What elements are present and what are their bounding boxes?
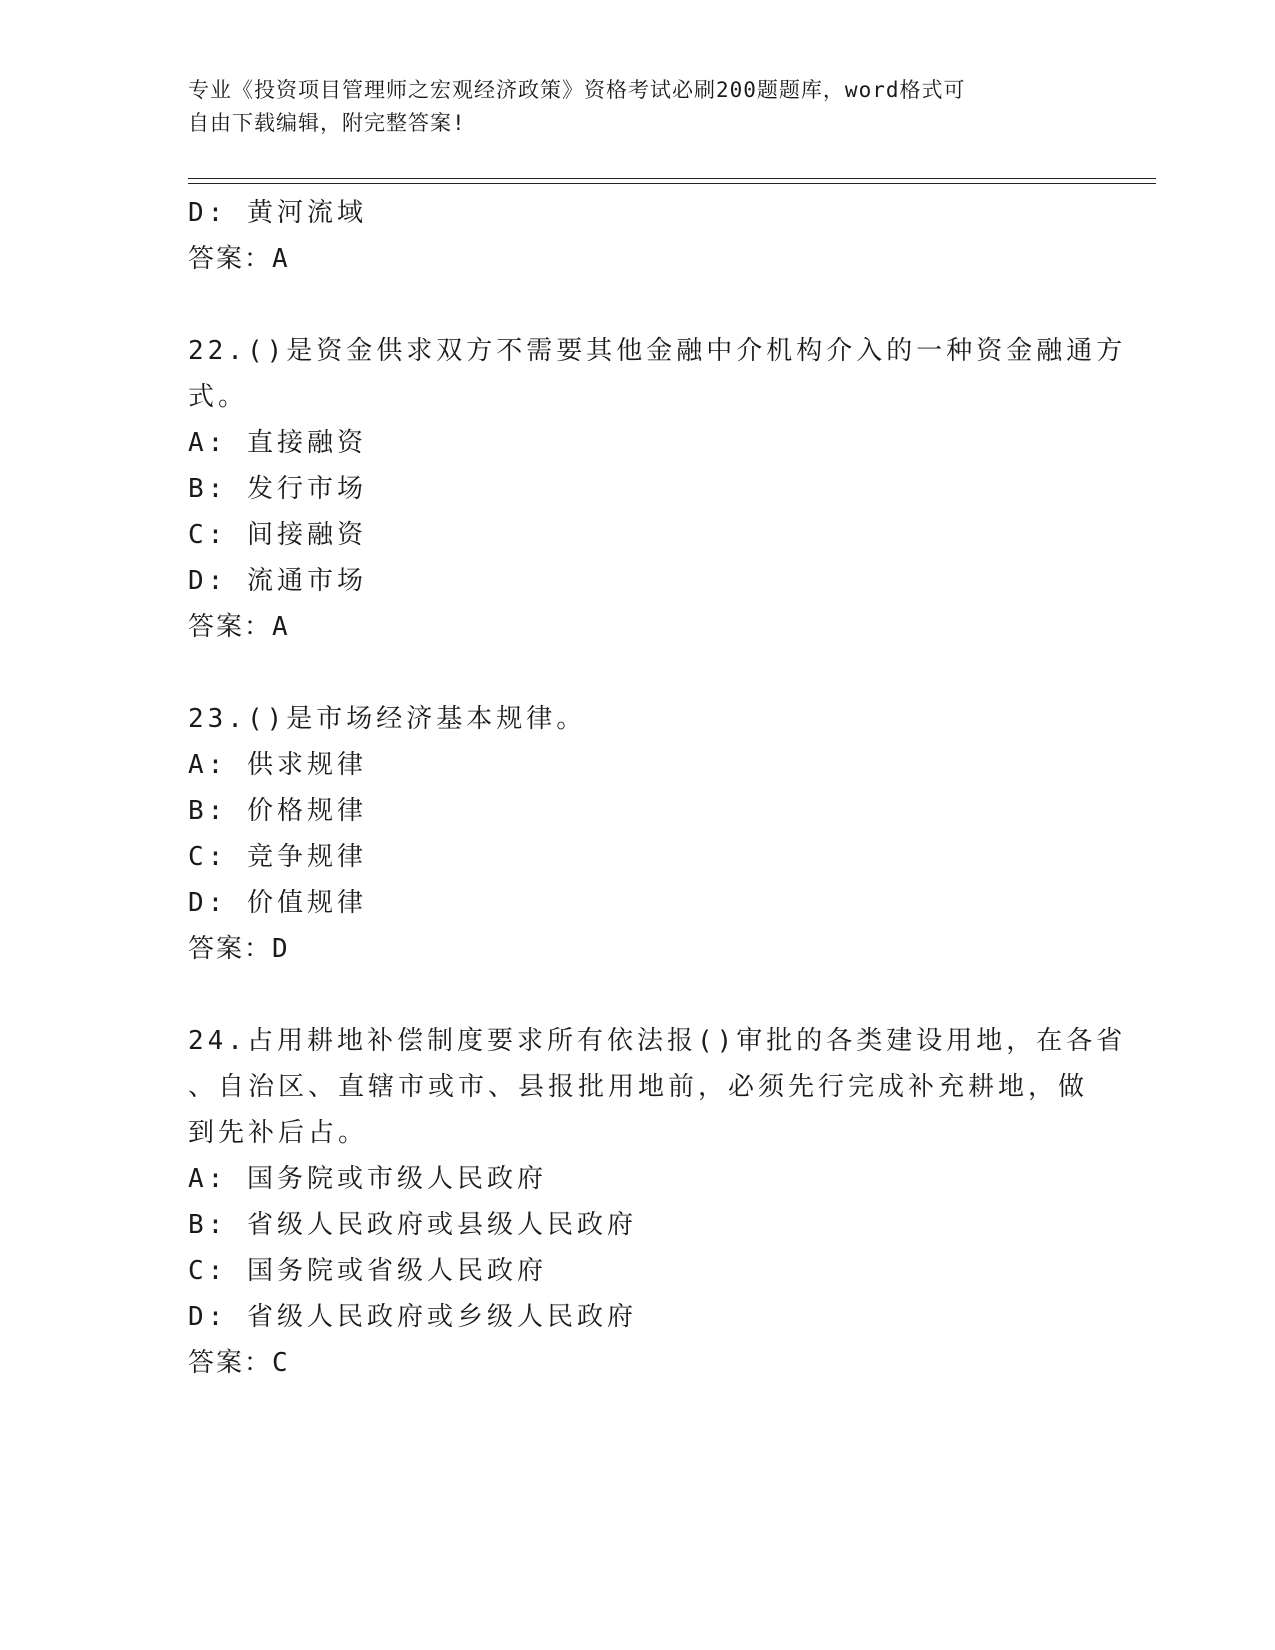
answer: 答案：A bbox=[188, 612, 290, 642]
question-22 bbox=[188, 328, 1127, 650]
option-c: C: 竞争规律 bbox=[188, 842, 367, 872]
question-stem-line: 22.()是资金供求双方不需要其他金融中介机构介入的一种资金融通方 bbox=[188, 336, 1127, 366]
question-stem-line: 到先补后占。 bbox=[188, 1118, 369, 1148]
option-d: D: 流通市场 bbox=[188, 566, 367, 596]
option-b: B: 价格规律 bbox=[188, 796, 367, 826]
option-b: B: 发行市场 bbox=[188, 474, 367, 504]
option-d: D: 省级人民政府或乡级人民政府 bbox=[188, 1302, 637, 1332]
prev-option-d: D: 黄河流域 bbox=[188, 198, 367, 228]
question-stem-line: 24.占用耕地补偿制度要求所有依法报()审批的各类建设用地，在各省 bbox=[188, 1026, 1127, 1056]
answer: 答案：D bbox=[188, 934, 290, 964]
answer: 答案：C bbox=[188, 1348, 290, 1378]
header-divider-bottom bbox=[188, 183, 1156, 184]
header-line-2: 自由下载编辑，附完整答案! bbox=[188, 111, 466, 135]
option-a: A: 国务院或市级人民政府 bbox=[188, 1164, 547, 1194]
question-stem-line: 、自治区、直辖市或市、县报批用地前，必须先行完成补充耕地，做 bbox=[188, 1072, 1089, 1102]
option-b: B: 省级人民政府或县级人民政府 bbox=[188, 1210, 637, 1240]
question-24 bbox=[188, 1018, 1127, 1386]
header-divider-top bbox=[188, 178, 1156, 179]
question-23 bbox=[188, 696, 1088, 972]
option-c: C: 间接融资 bbox=[188, 520, 367, 550]
option-a: A: 供求规律 bbox=[188, 750, 367, 780]
prev-answer: 答案：A bbox=[188, 244, 290, 274]
document-header bbox=[188, 74, 1088, 140]
question-stem-line: 式。 bbox=[188, 382, 249, 412]
question-stem-line: 23.()是市场经济基本规律。 bbox=[188, 704, 587, 734]
header-line-1: 专业《投资项目管理师之宏观经济政策》资格考试必刷200题题库，word格式可 bbox=[188, 78, 966, 102]
option-a: A: 直接融资 bbox=[188, 428, 367, 458]
question-content bbox=[188, 190, 1127, 1386]
option-d: D: 价值规律 bbox=[188, 888, 367, 918]
option-c: C: 国务院或省级人民政府 bbox=[188, 1256, 547, 1286]
